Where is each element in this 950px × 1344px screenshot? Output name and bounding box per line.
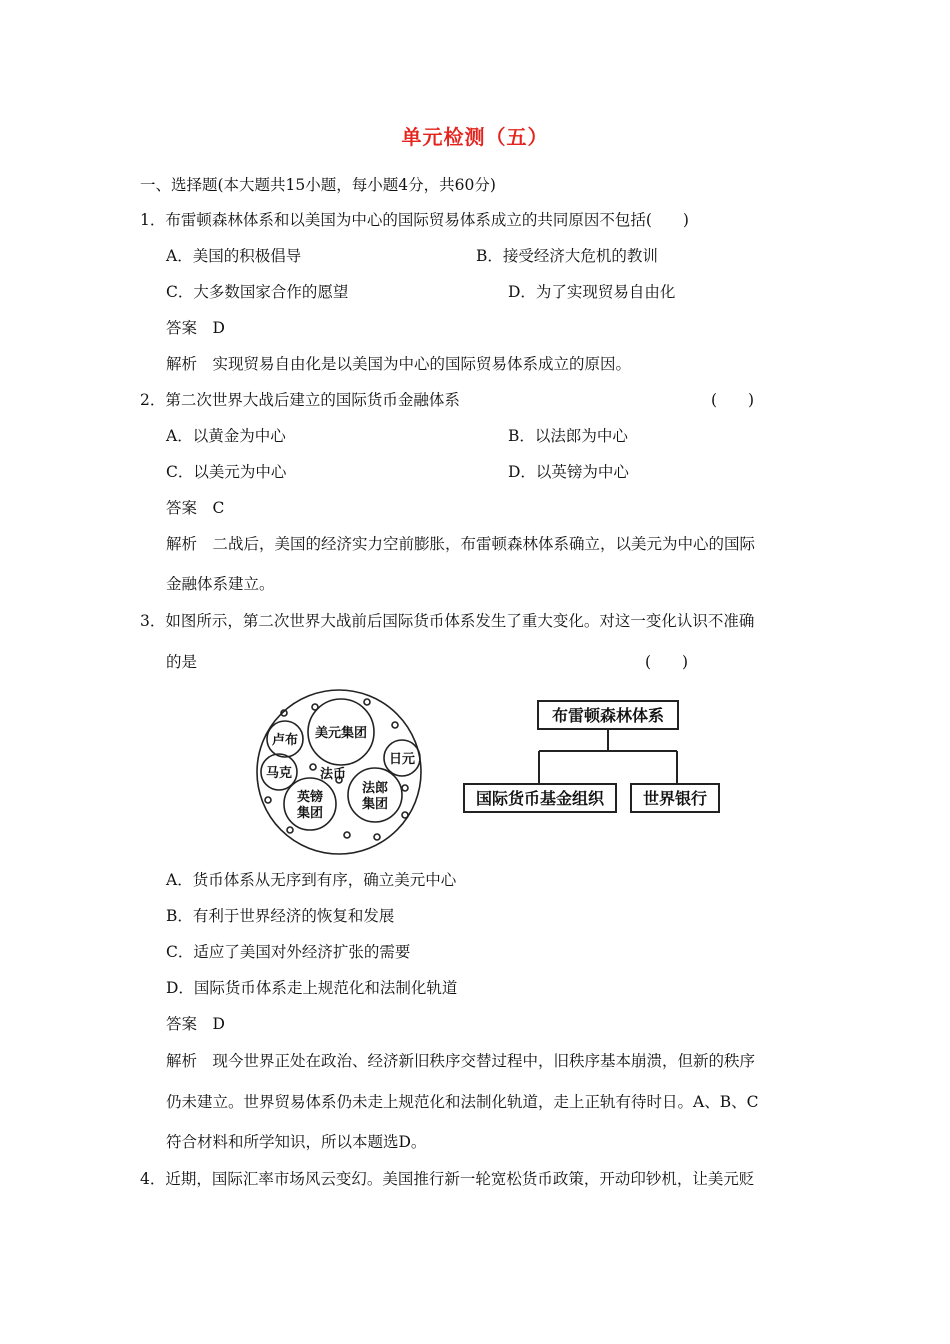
imf-label: 国际货币基金组织 [475, 789, 605, 808]
q2-analysis-line2: 金融体系建立。 [166, 575, 275, 593]
mark-label: 马克 [265, 766, 293, 781]
q2-analysis-line1: 解析 二战后，美国的经济实力空前膨胀，布雷顿森林体系确立，以美元为中心的国际 [166, 535, 756, 553]
q2-option-b: B．以法郎为中心 [508, 427, 628, 445]
q3-answer-paren: ( ) [645, 653, 689, 671]
franc-label-line1: 法郎 [361, 781, 389, 796]
q1-answer: 答案 D [166, 319, 225, 337]
q3-option-b: B．有利于世界经济的恢复和发展 [166, 907, 395, 925]
q2-answer-paren: ( ) [711, 391, 755, 409]
section-heading: 一、选择题(本大题共15小题，每小题4分，共60分) [140, 176, 496, 194]
bretton-woods-label: 布雷顿森林体系 [551, 706, 665, 725]
q3-analysis-line2: 仍未建立。世界贸易体系仍未走上规范化和法制化轨道，走上正轨有待时日。A、B、C [166, 1093, 759, 1111]
q2-option-d: D．以英镑为中心 [508, 463, 629, 481]
dollar-bloc-label: 美元集团 [314, 726, 368, 741]
q2-answer: 答案 C [166, 499, 225, 517]
q3-analysis-line1: 解析 现今世界正处在政治、经济新旧秩序交替过程中，旧秩序基本崩溃，但新的秩序 [166, 1052, 756, 1070]
q3-option-a: A．货币体系从无序到有序，确立美元中心 [166, 871, 457, 889]
q1-option-d: D．为了实现贸易自由化 [508, 283, 676, 301]
pound-label-line1: 英镑 [296, 790, 324, 805]
q1-option-a: A．美国的积极倡导 [166, 247, 302, 265]
q4-stem-line1: 4．近期，国际汇率市场风云变幻。美国推行新一轮宽松货币政策，开动印钞机，让美元贬 [140, 1170, 755, 1188]
q2-stem: 2．第二次世界大战后建立的国际货币金融体系 [140, 391, 460, 409]
world-bank-label: 世界银行 [642, 789, 708, 808]
q3-option-c: C．适应了美国对外经济扩张的需要 [166, 943, 411, 961]
q1-option-c: C．大多数国家合作的愿望 [166, 283, 349, 301]
q3-analysis-line3: 符合材料和所学知识，所以本题选D。 [166, 1133, 427, 1151]
page-title: 单元检测（五） [401, 125, 549, 149]
q3-stem-line1: 3．如图所示，第二次世界大战前后国际货币体系发生了重大变化。对这一变化认识不准确 [140, 612, 755, 630]
q3-option-d: D．国际货币体系走上规范化和法制化轨道 [166, 979, 458, 997]
fabi-label: 法币 [319, 767, 347, 782]
q1-analysis: 解析 实现贸易自由化是以美国为中心的国际贸易体系成立的原因。 [166, 355, 632, 373]
q2-option-c: C．以美元为中心 [166, 463, 287, 481]
q1-option-b: B．接受经济大危机的教训 [476, 247, 658, 265]
q2-option-a: A．以黄金为中心 [166, 427, 286, 445]
q3-answer: 答案 D [166, 1015, 225, 1033]
ruble-label: 卢布 [271, 733, 299, 748]
pound-label-line2: 集团 [296, 806, 324, 821]
currency-system-figure [255, 685, 735, 860]
yen-label: 日元 [388, 752, 416, 767]
q1-stem: 1．布雷顿森林体系和以美国为中心的国际贸易体系成立的共同原因不包括( ) [140, 211, 689, 229]
q3-stem-line2: 的是 [166, 653, 198, 671]
franc-label-line2: 集团 [361, 797, 389, 812]
